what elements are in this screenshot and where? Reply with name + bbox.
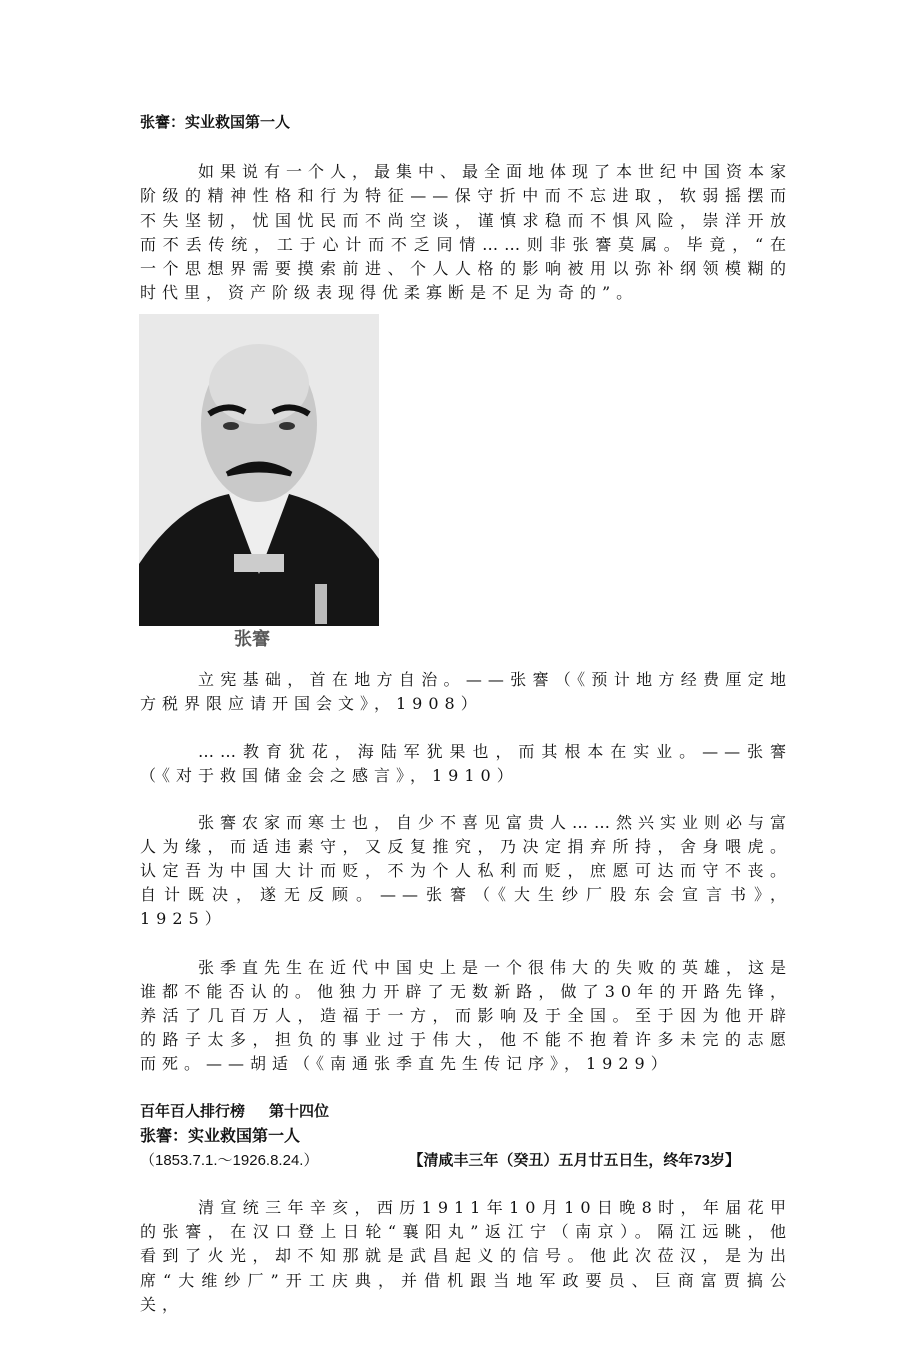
ranking-rank: 第十四位 — [269, 1102, 330, 1120]
life-dates: （1853.7.1.～1926.8.24.） — [140, 1151, 319, 1169]
quote-2: ……教育犹花，海陆军犹果也，而其根本在实业。——张謇（《对于救国储金会之感言》，1910） — [140, 741, 792, 785]
photo-caption: 张謇 — [234, 628, 270, 650]
body-paragraph: 清宣统三年辛亥，西历1911年10月10日晚8时，年届花甲的张謇，在汉口登上日轮“襄阳丸”返江宁（南京）。隔江远眺，他看到了火光，却不知那就是武昌起义的信号。他此次莅汉，是为出席“大维纱厂”开工庆典，并借机跟当地军政要员、巨商富贾搞公关， — [140, 1197, 792, 1314]
ranking-line — [140, 1100, 792, 1124]
quote-4: 张季直先生在近代中国史上是一个很伟大的失败的英雄，这是谁都不能否认的。他独力开辟了无数新路，做了30年的开路先锋，养活了几百万人，造福于一方，而影响及于全国。至于因为他开辟的路子太多，担负的事业过于伟大，他不能不抱着许多未完的志愿而死。——胡适（《南通张季直先生传记序》，1929） — [140, 957, 793, 1073]
subtitle: 张謇：实业救国第一人 — [140, 1127, 301, 1145]
quote-1: 立宪基础，首在地方自治。——张謇（《预计地方经费厘定地方税界限应请开国会文》，1908） — [140, 669, 792, 713]
dates-line — [140, 1149, 792, 1173]
portrait-image — [139, 314, 379, 656]
quote-3: 张謇农家而寒士也，自少不喜见富贵人……然兴实业则必与富人为缘，而适违素守，又反复推究，乃决定捐弃所持，舍身喂虎。认定吾为中国大计而贬，不为个人私利而贬，庶愿可达而守不丧。自计既决，遂无反顾。——张謇（《大生纱厂股东会宣言书》，1925） — [140, 812, 793, 928]
ranking-list: 百年百人排行榜 — [140, 1102, 246, 1120]
intro-paragraph: 如果说有一个人，最集中、最全面地体现了本世纪中国资本家阶级的精神性格和行为特征——保守折中而不忘进取，软弱摇摆而不失坚韧，忧国忧民而不尚空谈，谨慎求稳而不惧风险，崇洋开放而不丢传统，工于心计而不乏同情……则非张謇莫属。毕竟，“在一个思想界需要摸索前进、个人人格的影响被用以弥补纲领模糊的时代里，资产阶级表现得优柔寡断是不足为奇的”。 — [140, 162, 793, 303]
section-title: 张謇：实业救国第一人 — [140, 114, 291, 131]
lunar-birth: 【清咸丰三年（癸丑）五月廿五日生，终年73岁】 — [408, 1151, 740, 1169]
portrait-photo — [139, 314, 379, 656]
